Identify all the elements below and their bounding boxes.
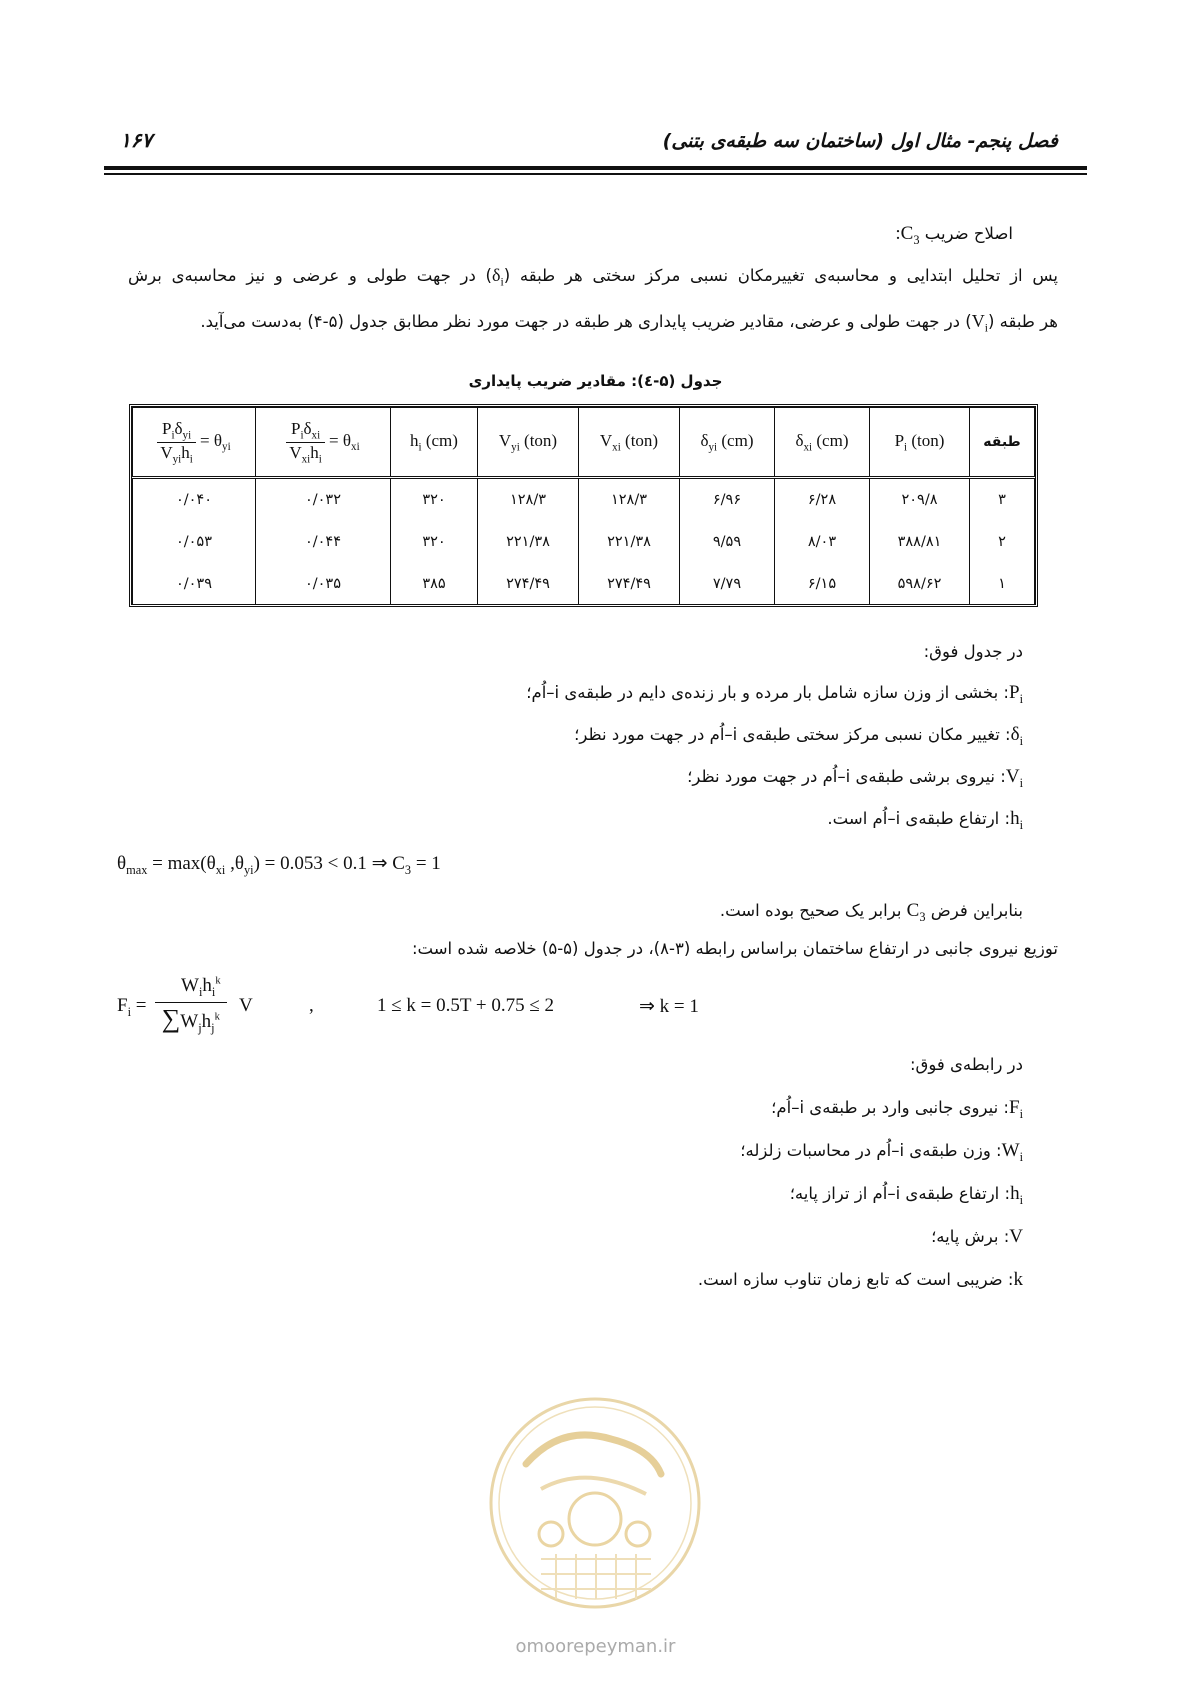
header-v-x: (ton) $V_{xi}$ xyxy=(579,408,680,478)
conclusion-text: بنابراین فرض $C_3$ برابر یک صحیح بوده است. xyxy=(719,900,1023,924)
header-theta-x: $\theta_{xi}$ = $\frac{P_i\delta_{xi}}{V_{xi}h_i}$ xyxy=(256,408,391,478)
header-delta-x: (cm) $\delta_{xi}$ xyxy=(775,408,870,478)
def-k: k: ضریبی است که تابع زمان تناوب سازه است. xyxy=(697,1269,1023,1290)
table-row: ۳ ۲۰۹/۸ ۶/۲۸ ۶/۹۶ ۱۲۸/۳ ۱۲۸/۳ ۳۲۰ ۰/۰۳۲ ۰/۰۴۰ xyxy=(133,478,1035,522)
def-delta: $\delta_i$: تغییر مکان نسبی مرکز سختی طبقه‌ی i–اُم در جهت مورد نظر؛ xyxy=(574,724,1023,748)
stability-table xyxy=(129,404,1038,607)
page-number: ۱۶۷ xyxy=(120,128,153,152)
watermark-site: omoorepeyman.ir xyxy=(515,1636,676,1657)
defs1-intro: در جدول فوق: xyxy=(923,642,1023,661)
def-h2: $h_i$: ارتفاع طبقه‌ی i–اُم از تراز پایه؛ xyxy=(789,1183,1023,1207)
def-w: $W_i$: وزن طبقه‌ی i–اُم در محاسبات زلزله؛ xyxy=(740,1140,1023,1164)
def-v: $V_i$: نیروی برشی طبقه‌ی i–اُم در جهت مورد نظر؛ xyxy=(687,766,1023,790)
table-caption: جدول (۵-٤): مقادیر ضریب پایداری xyxy=(468,372,723,390)
table-row: ۱ ۵۹۸/۶۲ ۶/۱۵ ۷/۷۹ ۲۷۴/۴۹ ۲۷۴/۴۹ ۳۸۵ ۰/۰۳۵ ۰/۰۳۹ xyxy=(133,563,1035,605)
theta-max-equation: $\theta_{max} = \max(\theta_{xi}$ $,\theta_{yi}) = 0.053 < 0.1$ ⇒ $C_3 = 1$ xyxy=(117,853,441,877)
force-distribution-equation: $F_i$ = $W_ih_i^k$ $\sum W_jh_j^k$ V , 1 ≤ k = 0.5T + 0.75 ≤ 2 ⇒ k = 1 xyxy=(117,975,699,1035)
header-p: (ton) $P_i$ xyxy=(870,408,970,478)
watermark-logo-icon xyxy=(486,1394,704,1612)
header-delta-y: (cm) $\delta_{yi}$ xyxy=(680,408,775,478)
header-v-y: (ton) $V_{yi}$ xyxy=(478,408,579,478)
header-story: طبقه xyxy=(970,408,1035,478)
header-rule-thick xyxy=(104,166,1087,170)
defs2-intro: در رابطه‌ی فوق: xyxy=(909,1055,1023,1074)
def-h: $h_i$: ارتفاع طبقه‌ی i–اُم است. xyxy=(827,808,1023,832)
table-row: ۲ ۳۸۸/۸۱ ۸/۰۳ ۹/۵۹ ۲۲۱/۳۸ ۲۲۱/۳۸ ۳۲۰ ۰/۰۴۴ ۰/۰۵۳ xyxy=(133,521,1035,563)
distribution-text: توزیع نیروی جانبی در ارتفاع ساختمان براساس رابطه (۳-۸)، در جدول (۵-۵) خلاصه شده است: xyxy=(411,939,1058,958)
table-header-row xyxy=(133,408,1035,478)
chapter-title: فصل پنجم- مثال اول (ساختمان سه طبقه‌ی بتنی) xyxy=(662,130,1058,152)
header-theta-y: $\theta_{yi}$ = $\frac{P_i\delta_{yi}}{V_{yi}h_i}$ xyxy=(133,408,256,478)
def-f: $F_i$: نیروی جانبی وارد بر طبقه‌ی i–اُم؛ xyxy=(771,1097,1023,1121)
section-title: اصلاح ضریب $C_3$: xyxy=(895,223,1013,247)
def-p: $P_i$: بخشی از وزن سازه شامل بار مرده و بار زنده‌ی دایم در طبقه‌ی i–اُم؛ xyxy=(526,682,1023,706)
header-rule-thin xyxy=(104,173,1087,175)
def-v2: V: برش پایه؛ xyxy=(931,1226,1023,1247)
header-h: (cm) $h_i$ xyxy=(391,408,478,478)
intro-paragraph-line1: پس از تحلیل ابتدایی و محاسبه‌ی تغییرمکان نسبی مرکز سختی هر طبقه $(\delta_i)$ در جهت طولی و عرضی و نیز محاسبه‌ی برش xyxy=(128,265,1058,289)
intro-paragraph-line2: هر طبقه $(V_i)$ در جهت طولی و عرضی، مقادیر ضریب پایداری هر طبقه در جهت مورد نظر مطابق جدول (۵-۴) به‌دست می‌آید. xyxy=(200,311,1058,335)
